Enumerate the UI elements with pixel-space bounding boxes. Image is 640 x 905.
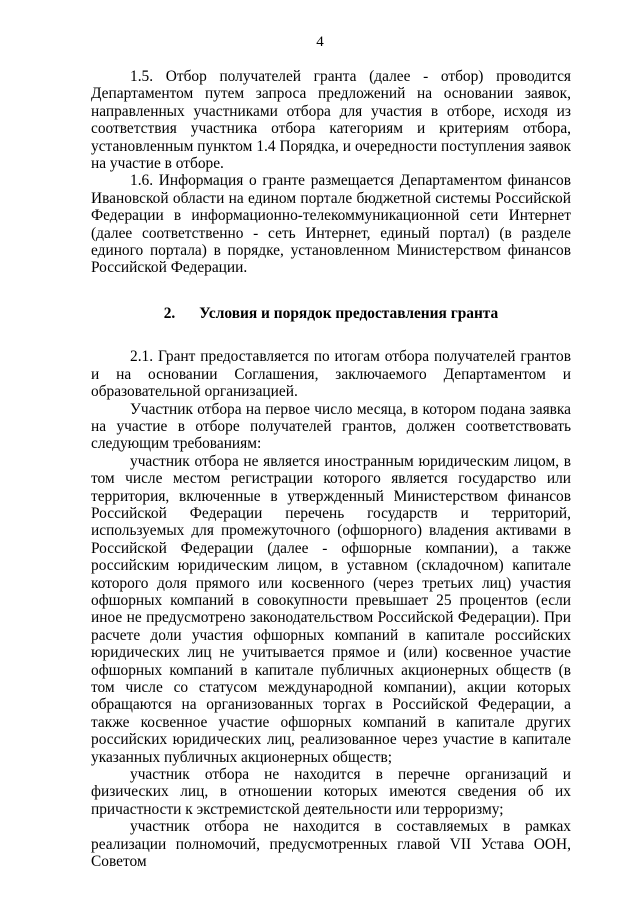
document-body	[91, 68, 571, 870]
paragraph-1-6: 1.6. Информация о гранте размещается Департаментом финансов Ивановской области на едином портале бюджетной системы Российской Федерации в информационно-телекоммуникационной сети Интернет (далее соответственно - сеть Интернет, единый портал) (в разделе единого портала) в порядке, установленном Министерством финансов Российской Федерации.	[91, 172, 571, 277]
section-number: 2.	[163, 304, 176, 322]
paragraph-requirement-offshore: участник отбора не является иностранным юридическим лицом, в том числе местом регистрации которого является государство или территория, включенные в утвержденный Министерством финансов Российской Федерации перечень государств и территорий, используемых для промежуточного (офшорного) владения активами в Российской Федерации (далее - офшорные компании), а также российским юридическим лицом, в уставном (складочном) капитале которого доля прямого или косвенного (через третьих лиц) участия офшорных компаний в совокупности превышает 25 процентов (если иное не предусмотрено законодательством Российской Федерации). При расчете доли участия офшорных компаний в капитале российских юридических лиц не учитывается прямое и (или) косвенное участие офшорных компаний в капитале публичных акционерных обществ (в том числе со статусом международной компании), акции которых обращаются на организованных торгах в Российской Федерации, а также косвенное участие офшорных компаний в капитале других российских юридических лиц, реализованное через участие в капитале указанных публичных акционерных обществ;	[91, 452, 571, 766]
paragraph-requirements-intro: Участник отбора на первое число месяца, в котором подана заявка на участие в отборе получателей грантов, должен соответствовать следующим требованиям:	[91, 400, 571, 453]
paragraph-2-1: 2.1. Грант предоставляется по итогам отбора получателей грантов и на основании Соглашения, заключаемого Департаментом и образовательной организацией.	[91, 348, 571, 401]
page-number: 4	[316, 34, 324, 50]
paragraph-1-5: 1.5. Отбор получателей гранта (далее - отбор) проводится Департаментом путем запроса предложений на основании заявок, направленных участниками отбора для участия в отборе, исходя из соответствия участника отбора категориям и критериям отбора, установленным пунктом 1.4 Порядка, и очередности поступления заявок на участие в отборе.	[91, 68, 571, 173]
paragraph-requirement-extremism: участник отбора не находится в перечне организаций и физических лиц, в отношении которых имеются сведения об их причастности к экстремистской деятельности или терроризму;	[91, 766, 571, 818]
section-heading	[91, 305, 571, 322]
section-title: Условия и порядок предоставления гранта	[199, 304, 499, 322]
paragraph-requirement-un: участник отбора не находится в составляемых в рамках реализации полномочий, предусмотренных главой VII Устава ООН, Советом	[91, 818, 571, 871]
